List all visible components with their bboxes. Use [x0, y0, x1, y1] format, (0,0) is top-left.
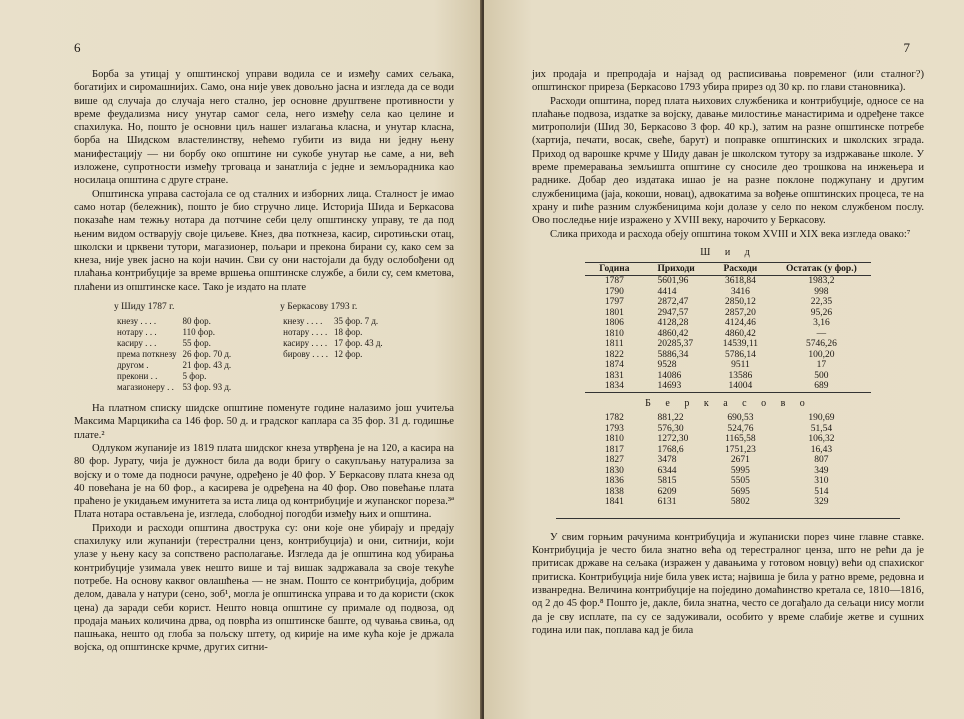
- cell-expense: 2857,20: [724, 307, 756, 318]
- table-row: [280, 338, 386, 349]
- cell-income: 2947,57: [657, 307, 689, 318]
- cell-balance: 1983,2: [808, 276, 835, 287]
- paragraph: Одлуком жупаније из 1819 плата шидског кнеза утврђена је на 120, а касира на 80 фор. Јурату, чија је дужност била да води бригу о сакупљању натурализа за војску и о томе да подноси рачуне, одређено је 40 фор. У Беркасову плата кнеза од 40 повећана је на 60 фор., а касирева је одређена на 40 фор. Ово повећање плата праћено је укидањем имунитета за иста лица од контрибуције и жупанског пореза.³ª Плата нотара остављена је, изгледа, слободној погодби између њих и општина.: [74, 442, 454, 521]
- row-label: нотару . . . .: [283, 327, 328, 338]
- paragraph: Расходи општина, поред плата њихових службеника и контрибуције, односе се на плаћање подвоза, издатке за војску, давање милостиње манастирима и одређене таксе митрополији (Шид 30, Беркасово 3 фор. 40 кр.), затим на разне општинске потребе (хартија, печати, восак, свеће, барут) и поправке општинских и школских зграда. Приход од варошке крчме у Шиду даван је школском тутору за издржавање школе. У време премеравања земљишта општине су сносиле део трошкова на инжењера и раднике. Добар део издатака ишао је на разне поклоне поджупану и другим службеницима (јаја, кокоши, новац), адвокатима за вођење општинских процеса, те на храну и пиће разним службеницима који долазе у село по неком службеном послу. Ово последње није изражено у XVIII веку, нарочито у Беркасову.: [532, 95, 924, 227]
- row-amount: 5 фор.: [182, 371, 207, 382]
- paragraph: Борба за утицај у општинској управи водила се и између самих сељака, богатијих и сиромашнијих. Само, она није увек довољно јасна и изгледа да се води више од случаја до случаја него стално, јер основне друштвене противности у време феудализма нису унутар самог села, него између села као целине и спахилука. Но, пошто је основни циљ нашег излагања класна, и унутар класна, борба на Шидском властелинству, нећемо губити из вида ни једну њену манифестацију — ни борбу око општине ни сукобе унутар ње саме, а ни, већ изложене, супротности између трговаца и занатлија с једне и земљорадника као носилаца општина с друге стране.: [74, 69, 454, 187]
- row-label: кнезу . . . .: [117, 316, 157, 327]
- col-balance-header: Остатак (у фор.): [772, 262, 871, 276]
- cell-expense: 13586: [728, 370, 753, 381]
- berkasovo-salary-table: [280, 302, 386, 393]
- col-income-header: Приходи: [643, 262, 708, 276]
- cell-expense: 9511: [731, 360, 750, 371]
- cell-expense: 5995: [730, 465, 750, 476]
- cell-balance: 106,32: [808, 434, 835, 445]
- cell-expense: 524,76: [727, 423, 754, 434]
- cell-year: 1782: [604, 413, 624, 424]
- row-amount: 35 фор. 7 д.: [334, 316, 379, 327]
- cell-balance: 500: [814, 370, 829, 381]
- row-amount: 17 фор. 43 д.: [334, 338, 383, 349]
- cell-balance: 5746,26: [805, 339, 837, 350]
- table-header-row: [585, 262, 871, 276]
- table-row: [585, 413, 871, 424]
- cell-income: 6209: [657, 486, 677, 497]
- paragraph: Приходи и расходи општина двострука су: они које оне убирају и предају спахилуку или жупанији (терестрални ценз, контрибуција) и они, ситнији, који улазе у њену касу за сопствено располагање. Изгледа да је општина код убирања контрибуције узимала увек нешто више и тај вишак задржавала за своје текуће потребе. На основу каквог овлашћења — не знам. Пошто се контрибуција, добрим делом, давала у натури (сено, зоб¹, могла је општинска управа и то да користи (скок цена) да зaради себи корист. Нешто новца општине су примале од подвоза, од продаја мањих количина дрва, од поврћа из општинске баште, од чувања свиња, од пашњака, нешто од глоба за пољску штету, од кирије на име кућа које је држала војска, од општинске крчме, других ситни-: [74, 522, 454, 654]
- cell-year: 1841: [604, 497, 624, 508]
- right-text: [532, 68, 924, 241]
- cell-year: 1793: [604, 423, 624, 434]
- table-row: [114, 371, 234, 382]
- cell-year: 1797: [604, 297, 624, 308]
- cell-expense: 4860,42: [724, 328, 756, 339]
- cell-expense: 5802: [730, 497, 750, 508]
- table-row: [280, 349, 386, 360]
- row-amount: 80 фор.: [182, 316, 211, 327]
- row-amount: 18 фор.: [334, 327, 363, 338]
- cell-balance: 998: [814, 286, 829, 297]
- cell-expense: 14539,11: [722, 339, 759, 350]
- cell-income: 1272,30: [657, 434, 689, 445]
- table-row: [114, 382, 234, 393]
- group-title-row: [585, 392, 871, 413]
- cell-expense: 1165,58: [725, 434, 756, 445]
- berkasovo-rows: [585, 413, 871, 508]
- cell-balance: 100,20: [808, 349, 835, 360]
- table-row: [280, 316, 386, 327]
- cell-balance: 689: [814, 381, 829, 392]
- cell-expense: 5786,14: [724, 349, 756, 360]
- cell-year: 1830: [604, 465, 624, 476]
- cell-income: 3478: [657, 455, 677, 466]
- row-label: према поткнезу: [117, 349, 177, 360]
- cell-balance: 16,43: [810, 444, 833, 455]
- cell-income: 5886,34: [657, 349, 689, 360]
- cell-income: 6344: [657, 465, 677, 476]
- cell-balance: 3,16: [813, 318, 830, 329]
- cell-year: 1836: [604, 476, 624, 487]
- cell-year: 1811: [605, 339, 624, 350]
- row-label: касиру . . . .: [283, 338, 328, 349]
- row-label: прекони . .: [117, 371, 158, 382]
- table-row: [585, 329, 871, 340]
- table-row: [114, 338, 234, 349]
- table-row: [114, 316, 234, 327]
- shid-salary-table: [114, 302, 234, 393]
- table-row: [585, 350, 871, 361]
- table-row: [585, 466, 871, 477]
- cell-expense: 3416: [730, 286, 750, 297]
- cell-income: 4128,28: [657, 318, 689, 329]
- col-year-header: Година: [585, 262, 643, 276]
- cell-balance: 514: [814, 486, 829, 497]
- cell-balance: 17: [816, 360, 827, 371]
- cell-expense: 3618,84: [724, 276, 756, 287]
- cell-income: 5601,96: [657, 276, 689, 287]
- col-expense-header: Расходи: [709, 262, 772, 276]
- cell-expense: 4124,46: [724, 318, 756, 329]
- table-row: [585, 308, 871, 319]
- left-text: [74, 68, 454, 294]
- row-amount: 21 фор. 43 д.: [182, 360, 232, 371]
- row-amount: 12 фор.: [334, 349, 363, 360]
- paragraph: У свим горњим рачунима контрибуција и жупаниски порез чине главне ставке. Контрибуција је често била знатно већа од терестралног цензa, што не рећи да је притисак државе на сељака (изражен у давањима у готовом новцу) већи од спахиског притиска. Контрибуција није била увек иста; највиша је била у ратно време, редовна и изванредна. Величина контрибуције на поједино домаћинство кретала се, 1810—1816, од 2 до 45 фор.⁸ Пошто је, дакле, била знатна, често се догађало да сељаци нису могли да је сву исплате, па су се задуживали, особито у време слабије жетве и сушних година или пак, поплава кад је била: [532, 531, 924, 636]
- row-label: нотару . . .: [117, 327, 157, 338]
- cell-year: 1787: [604, 276, 624, 287]
- table-row: [585, 297, 871, 308]
- cell-balance: 807: [814, 455, 829, 466]
- row-amount: 55 фор.: [182, 338, 211, 349]
- cell-balance: 51,54: [810, 423, 833, 434]
- row-label: касиру . . .: [117, 338, 157, 349]
- paragraph: Слика прихода и расхода обеју општина током XVIII и XIX века изгледа овако:⁷: [550, 228, 911, 240]
- cell-year: 1806: [604, 318, 624, 329]
- cell-income: 2872,47: [657, 297, 689, 308]
- table-row: [280, 327, 386, 338]
- cell-income: 6131: [657, 497, 677, 508]
- cell-balance: 190,69: [808, 413, 835, 424]
- row-label: магазионеру . .: [117, 382, 174, 393]
- cell-expense: 690,53: [727, 413, 754, 424]
- cell-expense: 5695: [730, 486, 750, 497]
- cell-income: 9528: [657, 360, 677, 371]
- page-number: 6: [74, 40, 81, 55]
- right-page: [484, 0, 964, 719]
- cell-year: 1810: [604, 328, 624, 339]
- cell-year: 1874: [604, 360, 624, 371]
- table-row: [585, 434, 871, 445]
- table-row: [114, 327, 234, 338]
- cell-year: 1810: [604, 434, 624, 445]
- table-row: [585, 318, 871, 329]
- cell-balance: 95,26: [810, 307, 833, 318]
- table-row: [585, 455, 871, 466]
- table-row: [585, 276, 871, 287]
- table-row: [585, 476, 871, 487]
- table-row: [585, 339, 871, 350]
- table-row: [585, 381, 871, 392]
- cell-expense: 2671: [730, 455, 750, 466]
- cell-income: 1768,6: [657, 444, 684, 455]
- shid-rows: [585, 276, 871, 393]
- left-text-continued: [74, 402, 454, 655]
- cell-income: 14693: [657, 381, 682, 392]
- cell-balance: 22,35: [810, 297, 833, 308]
- table-row: [114, 349, 234, 360]
- cell-year: 1790: [604, 286, 624, 297]
- cell-income: 14086: [657, 370, 682, 381]
- cell-income: 4414: [657, 286, 677, 297]
- table-row: [585, 497, 871, 508]
- cell-year: 1827: [604, 455, 624, 466]
- cell-income: 20285,37: [657, 339, 694, 350]
- right-text-continued: [532, 531, 924, 637]
- cell-expense: 2850,12: [724, 297, 756, 308]
- cell-balance: —: [816, 328, 827, 339]
- cell-expense: 1751,23: [724, 444, 756, 455]
- cell-income: 5815: [657, 476, 677, 487]
- row-label: кнезу . . . .: [283, 316, 323, 327]
- row-label: бирову . . . .: [283, 349, 328, 360]
- cell-balance: 349: [814, 465, 829, 476]
- paragraph: На платном списку шидске општине поменуте године налазимо још учитеља Максима Марцикића са 146 фор. 50 д. и градског каплара са 35 фор. 31 д. годишње плате.²: [74, 403, 454, 441]
- cell-expense: 14004: [728, 381, 753, 392]
- row-amount: 53 фор. 93 д.: [182, 382, 232, 393]
- table-row: [114, 360, 234, 371]
- cell-expense: 5505: [730, 476, 750, 487]
- table-row: [585, 287, 871, 298]
- paragraph: Општинска управа састојала се од сталних и изборних лица. Сталност је имао само нотар (бележник), пошто је био стручно лице. Историја Шида и Беркасова показаће нам тежњу нотара да потчине себи целу општинску управу, те да под њеним видом остварују своје циљеве. Кнез, два поткнеза, касир, сиротињски отац, школски и црквени тутори, магазионер, пољари и прекона бирани су, како сем за кнеза, није увек јасно на који начин. Сви су они настојали да буду ослобођени од плаћања контрибуције за време вршења општинске службе, а били су, сем кметова, плаћени из општинске касе. Тако је издато на плате: [74, 188, 454, 293]
- row-label: другом .: [117, 360, 149, 371]
- row-amount: 110 фор.: [182, 327, 215, 338]
- berkasovo-table-title: Б е р к а с о в о: [645, 397, 811, 409]
- finance-table: [585, 262, 871, 508]
- table-row: [585, 445, 871, 456]
- salary-tables: [114, 302, 454, 393]
- table-row: [585, 487, 871, 498]
- shid-table-title: Ш и д: [700, 246, 756, 258]
- paragraph: јих продаја и препродаја и најзад од расписивања повременог (или сталног?) општинског приреза (Беркасово 1793 убира прирез од 30 кр. по глави становника).: [532, 69, 924, 94]
- table-row: [585, 360, 871, 371]
- cell-income: 576,30: [657, 423, 684, 434]
- row-amount: 26 фор. 70 д.: [182, 349, 232, 360]
- cell-year: 1817: [604, 444, 624, 455]
- table-row: [585, 424, 871, 435]
- cell-balance: 310: [814, 476, 829, 487]
- page-number: 7: [903, 40, 910, 55]
- table-row: [585, 371, 871, 382]
- cell-year: 1831: [604, 370, 624, 381]
- cell-year: 1822: [604, 349, 624, 360]
- cell-income: 881,22: [657, 413, 684, 424]
- cell-year: 1834: [604, 381, 624, 392]
- cell-balance: 329: [814, 497, 829, 508]
- table-caption: у Шиду 1787 г.: [114, 302, 175, 313]
- cell-year: 1801: [604, 307, 624, 318]
- table-caption: у Беркасову 1793 г.: [280, 302, 358, 313]
- cell-year: 1838: [604, 486, 624, 497]
- cell-income: 4860,42: [657, 328, 689, 339]
